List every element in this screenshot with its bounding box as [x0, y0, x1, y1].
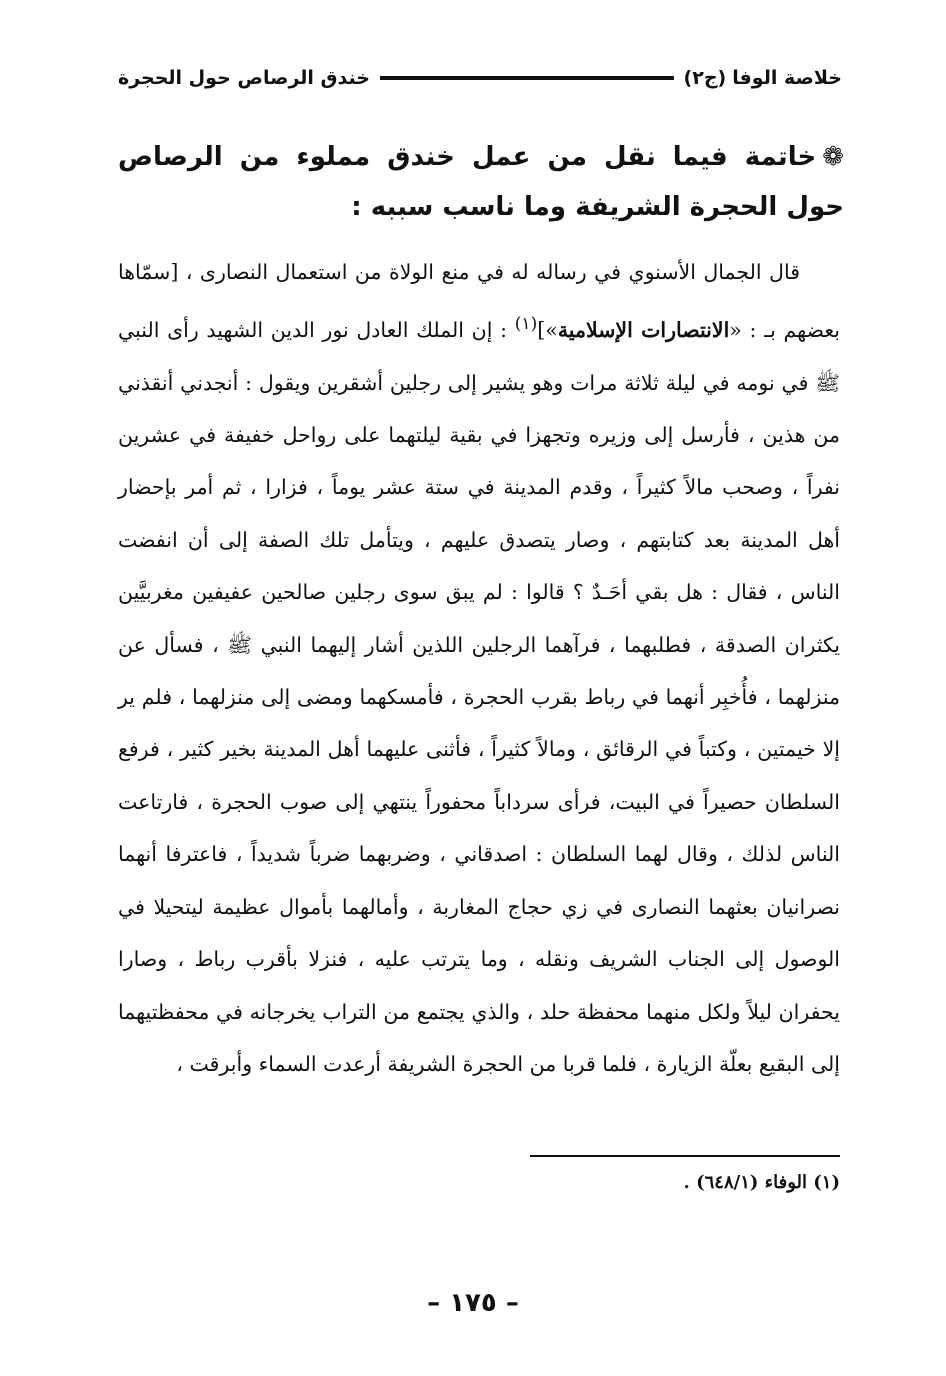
- section-heading: [118, 132, 844, 232]
- section-heading-text: خاتمة فيما نقل من عمل خندق مملوء من الرصاص حول الحجرة الشريفة وما ناسب سببه :: [118, 142, 844, 222]
- paragraph: [118, 246, 840, 1090]
- page-number: – ١٧٥ –: [427, 1288, 519, 1318]
- cited-book-title: الانتصارات الإسلامية: [557, 318, 730, 343]
- header-rule: [380, 76, 674, 80]
- header-chapter-title: خندق الرصاص حول الحجرة: [118, 67, 370, 89]
- footnote-text: الوفاء (٦٤٨/١) .: [683, 1172, 807, 1193]
- book-title-text: خلاصة الوفا: [732, 67, 842, 89]
- footnote-number: (١): [813, 1172, 840, 1193]
- volume-label: (ج٢): [683, 67, 727, 89]
- running-header: [118, 58, 842, 98]
- header-book-title: [684, 67, 842, 89]
- text-run: »]: [537, 318, 558, 343]
- footnote-reference[interactable]: (١): [514, 314, 538, 335]
- text-run: قال الجمال الأسنوي في رساله له في منع الولاة من استعمال النصارى ، [سمّاها بعضهم بـ : «: [118, 260, 840, 343]
- footnote: [400, 1172, 840, 1193]
- main-text: [118, 246, 840, 1090]
- footnote-separator: [530, 1155, 840, 1157]
- text-run: : إن الملك العادل نور الدين الشهيد رأى النبي ﷺ في نومه في ليلة ثلاثة مرات وهو يشير إلى رجلين أشقرين ويقول : أنجدني أنقذني من هذين ، فأرسل إلى وزيره وتجهزا في بقية ليلتهما على رواحل خفيفة في عشرين نفراً ، وصحب مالاً كثيراً ، وقدم المدينة في ستة عشر يوماً ، فزارا ، ثم أمر بإحضار أهل المدينة بعد كتابتهم ، وصار يتصدق عليهم ، ويتأمل تلك الصفة إلى أن انفضت الناس ، فقال : هل بقي أحَـدٌ ؟ قالوا : لم يبق سوى رجلين صالحين عفيفين مغربيَّين يكثران الصدقة ، فطلبهما ، فرآهما الرجلين اللذين أشار إليهما النبي ﷺ ، فسأل عن منزلهما ، فأُخبِر أنهما في رباط بقرب الحجرة ، فأمسكهما ومضى إلى منزلهما ، فلم ير إلا خيمتين ، وكتباً في الرقائق ، ومالاً كثيراً ، فأثنى عليهما أهل المدينة بخير كثير ، فرفع السلطان حصيراً في البيت، فرأى سرداباً محفوراً ينتهي إلى صوب الحجرة ، فارتاعت الناس لذلك ، وقال لهما السلطان : اصدقاني ، وضربهما ضرباً شديداً ، فاعترفا أنهما نصرانيان بعثهما النصارى في زي حجاج المغاربة ، وأمالهما بأموال عظيمة ليتحيلا في الوصول إلى الجناب الشريف ونقله ، وما يترتب عليه ، فنزلا بأقرب رباط ، وصارا يحفران ليلاً ولكل منهما محفظة حلد ، والذي يجتمع من التراب يخرجانه في محفظتيهما إلى البقيع بعلّة الزيارة ، فلما قربا من الحجرة الشريفة أرعدت السماء وأبرقت ،: [118, 318, 840, 1076]
- flower-ornament-icon: ❁: [822, 142, 844, 172]
